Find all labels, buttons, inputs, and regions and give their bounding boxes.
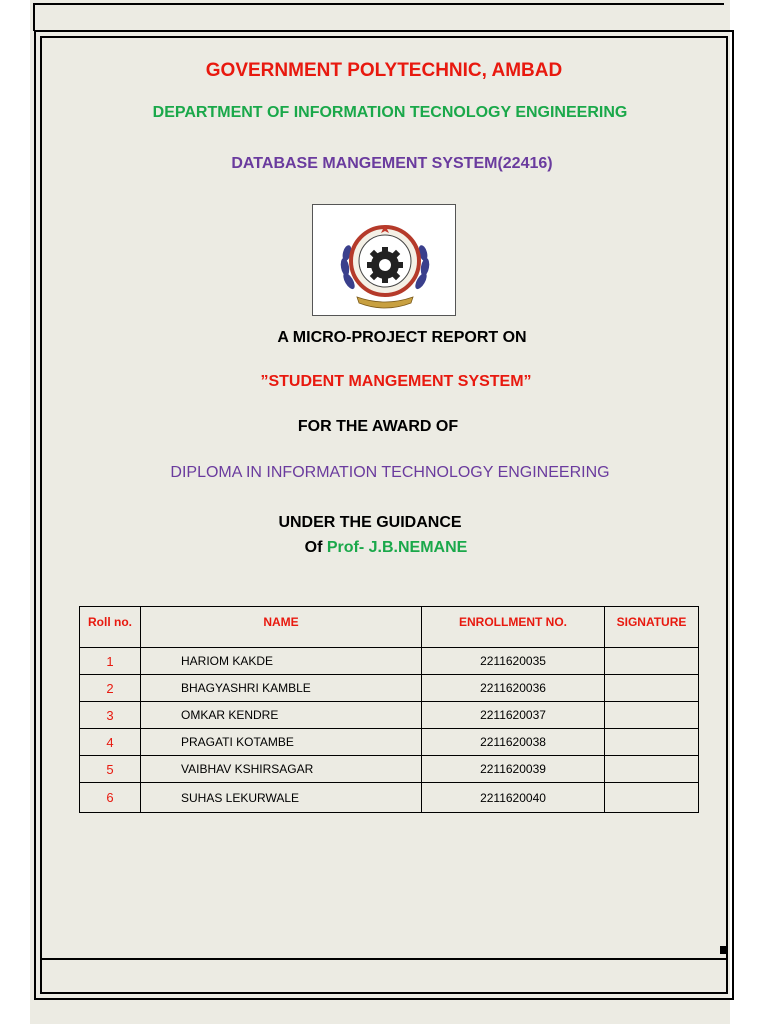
- guide-prefix: Of: [304, 539, 327, 556]
- header-name: NAME: [141, 607, 422, 648]
- signature-cell: [605, 756, 699, 783]
- department-name: DEPARTMENT OF INFORMATION TECNOLOGY ENGINEERING: [152, 104, 628, 121]
- diploma-name: DIPLOMA IN INFORMATION TECHNOLOGY ENGINEERING: [170, 464, 610, 481]
- roll-cell: 4: [80, 729, 141, 756]
- enrollment-cell: 2211620036: [422, 675, 605, 702]
- project-title: ”STUDENT MANGEMENT SYSTEM”: [260, 373, 532, 390]
- institute-logo: [312, 204, 456, 316]
- table-row: [80, 702, 699, 729]
- enrollment-cell: 2211620040: [422, 783, 605, 813]
- college-name: GOVERNMENT POLYTECHNIC, AMBAD: [205, 60, 563, 81]
- name-cell: OMKAR KENDRE: [141, 702, 422, 729]
- enrollment-cell: 2211620038: [422, 729, 605, 756]
- subject-name: DATABASE MANGEMENT SYSTEM(22416): [231, 155, 553, 172]
- award-intro: FOR THE AWARD OF: [297, 418, 459, 435]
- roll-cell: 2: [80, 675, 141, 702]
- report-intro: A MICRO-PROJECT REPORT ON: [277, 329, 527, 346]
- header-signature: SIGNATURE: [605, 607, 699, 648]
- signature-cell: [605, 675, 699, 702]
- guide-line: [2, 539, 768, 557]
- guidance-heading: UNDER THE GUIDANCE: [278, 514, 462, 531]
- enrollment-cell: 2211620037: [422, 702, 605, 729]
- header-enrollment: ENROLLMENT NO.: [422, 607, 605, 648]
- name-cell: SUHAS LEKURWALE: [141, 783, 422, 813]
- signature-cell: [605, 783, 699, 813]
- student-table: [79, 606, 699, 813]
- roll-cell: 1: [80, 648, 141, 675]
- table-row: [80, 675, 699, 702]
- signature-cell: [605, 729, 699, 756]
- border-corner-mark: [720, 946, 726, 954]
- header-roll: Roll no.: [80, 607, 141, 648]
- page-border-bottom-line: [40, 958, 728, 960]
- roll-cell: 3: [80, 702, 141, 729]
- table-row: [80, 729, 699, 756]
- table-row: [80, 648, 699, 675]
- table-row: [80, 783, 699, 813]
- top-border-rule: [34, 3, 724, 5]
- signature-cell: [605, 702, 699, 729]
- roll-cell: 5: [80, 756, 141, 783]
- top-border-tick: [33, 3, 35, 31]
- name-cell: HARIOM KAKDE: [141, 648, 422, 675]
- enrollment-cell: 2211620039: [422, 756, 605, 783]
- guide-name: Prof- J.B.NEMANE: [326, 539, 468, 556]
- institute-gear-emblem-icon: [327, 211, 443, 311]
- signature-cell: [605, 648, 699, 675]
- roll-cell: 6: [80, 783, 141, 813]
- table-header-row: [80, 607, 699, 648]
- name-cell: BHAGYASHRI KAMBLE: [141, 675, 422, 702]
- name-cell: VAIBHAV KSHIRSAGAR: [141, 756, 422, 783]
- enrollment-cell: 2211620035: [422, 648, 605, 675]
- name-cell: PRAGATI KOTAMBE: [141, 729, 422, 756]
- table-row: [80, 756, 699, 783]
